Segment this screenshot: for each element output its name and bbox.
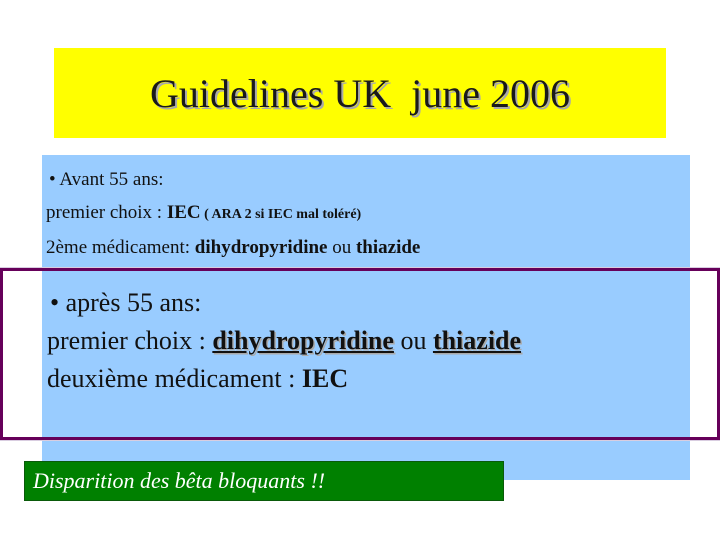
note-text: Disparition des bêta bloquants !! — [33, 468, 326, 493]
first-choice-label: premier choix : — [46, 202, 167, 223]
over-55-first-choice-line — [47, 322, 707, 360]
first-choice-value-1: dihydropyridine — [212, 326, 394, 355]
under-55-first-choice-line — [46, 196, 686, 231]
over-55-block — [47, 284, 707, 398]
first-choice-value: IEC — [166, 202, 201, 223]
over-55-heading: après 55 ans: — [65, 288, 202, 317]
bullet: • — [49, 169, 56, 190]
first-choice-label: premier choix : — [47, 326, 213, 355]
second-connector: ou — [327, 237, 356, 258]
title-box — [54, 48, 666, 138]
slide-title: Guidelines UK june 2006 — [150, 70, 570, 116]
first-choice-connector: ou — [393, 326, 433, 355]
second-label: 2ème médicament: — [46, 237, 195, 258]
second-value-2: thiazide — [355, 237, 421, 258]
over-55-heading-line — [47, 284, 707, 322]
under-55-block — [46, 163, 686, 264]
first-choice-value-2: thiazide — [432, 326, 522, 355]
bullet: • — [50, 288, 60, 317]
under-55-heading-line — [46, 163, 686, 196]
second-value-1: dihydropyridine — [194, 237, 328, 258]
under-55-heading: Avant 55 ans: — [59, 169, 164, 190]
under-55-second-line — [46, 231, 686, 264]
first-choice-note: ( ARA 2 si IEC mal toléré) — [200, 207, 362, 222]
second-label: deuxième médicament : — [47, 364, 302, 393]
second-value: IEC — [301, 364, 349, 393]
note-box — [24, 461, 504, 501]
over-55-second-line — [47, 360, 707, 398]
